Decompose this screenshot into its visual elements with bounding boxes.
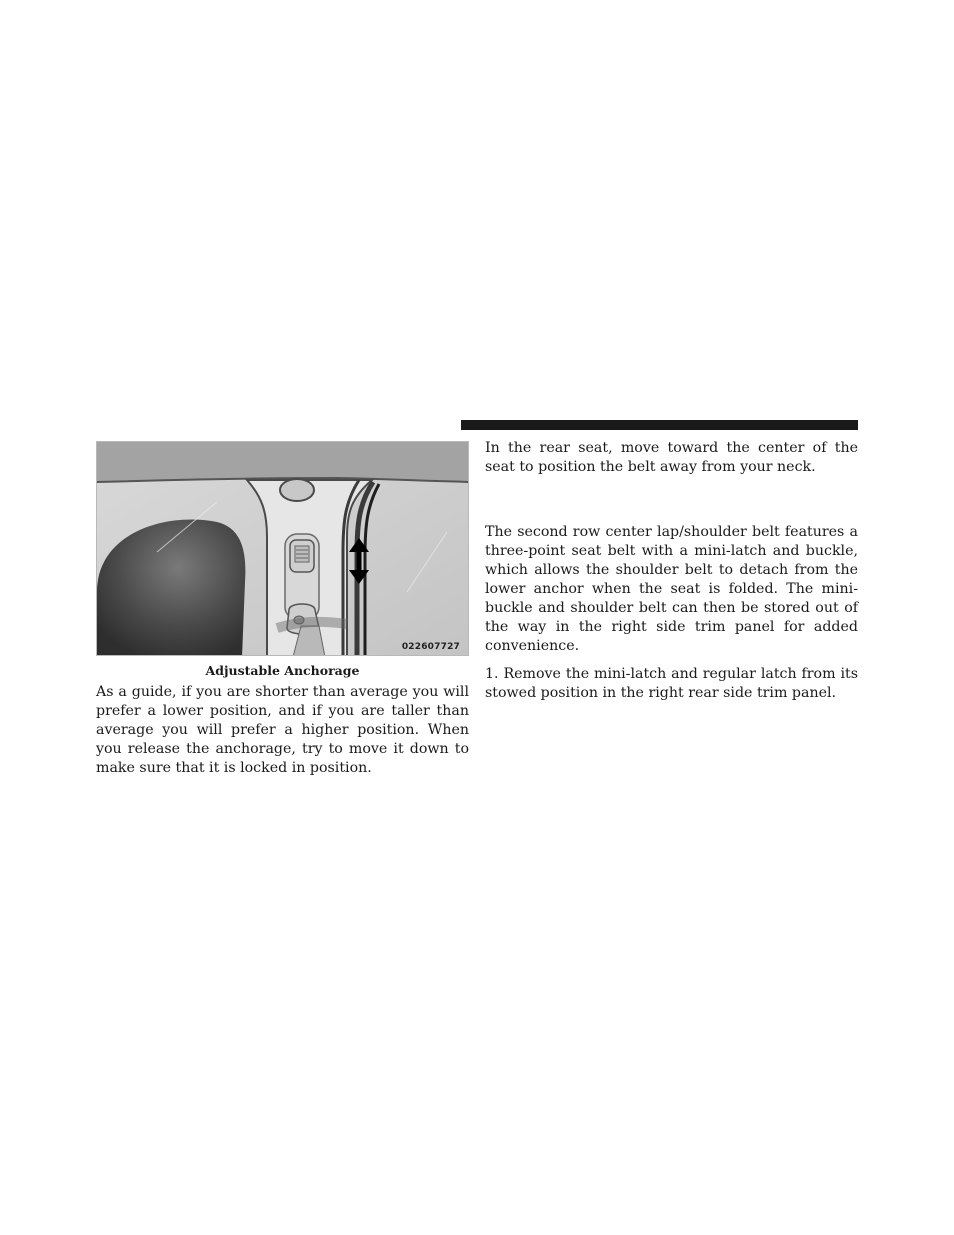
seatbelt-anchorage-illustration (97, 442, 469, 656)
guide-paragraph: As a guide, if you are shorter than average you will prefer a lower position, and if you are taller than average you will prefer a higher position. When you release the anchorage, try to move it down to make sure that it is locked in position. (96, 684, 469, 776)
section-bar (461, 420, 858, 430)
rear-seat-paragraph: In the rear seat, move toward the center of the seat to position the belt away from your neck. (485, 440, 858, 475)
figure-caption: Adjustable Anchorage (205, 663, 360, 678)
step-1-paragraph: 1. Remove the mini-latch and regular latch from its stowed position in the right rear side trim panel. (485, 666, 858, 701)
right-column (485, 420, 858, 703)
adjustable-anchorage-figure (96, 441, 469, 656)
center-belt-paragraph: The second row center lap/shoulder belt features a three-point seat belt with a mini-latch and buckle, which allows the shoulder belt to detach from the lower anchor when the seat is folded. The mini-buckle and shoulder belt can then be stored out of the way in the right side trim panel for added convenience. (485, 524, 858, 654)
left-column (96, 441, 469, 778)
figure-code: 022607727 (401, 642, 460, 652)
